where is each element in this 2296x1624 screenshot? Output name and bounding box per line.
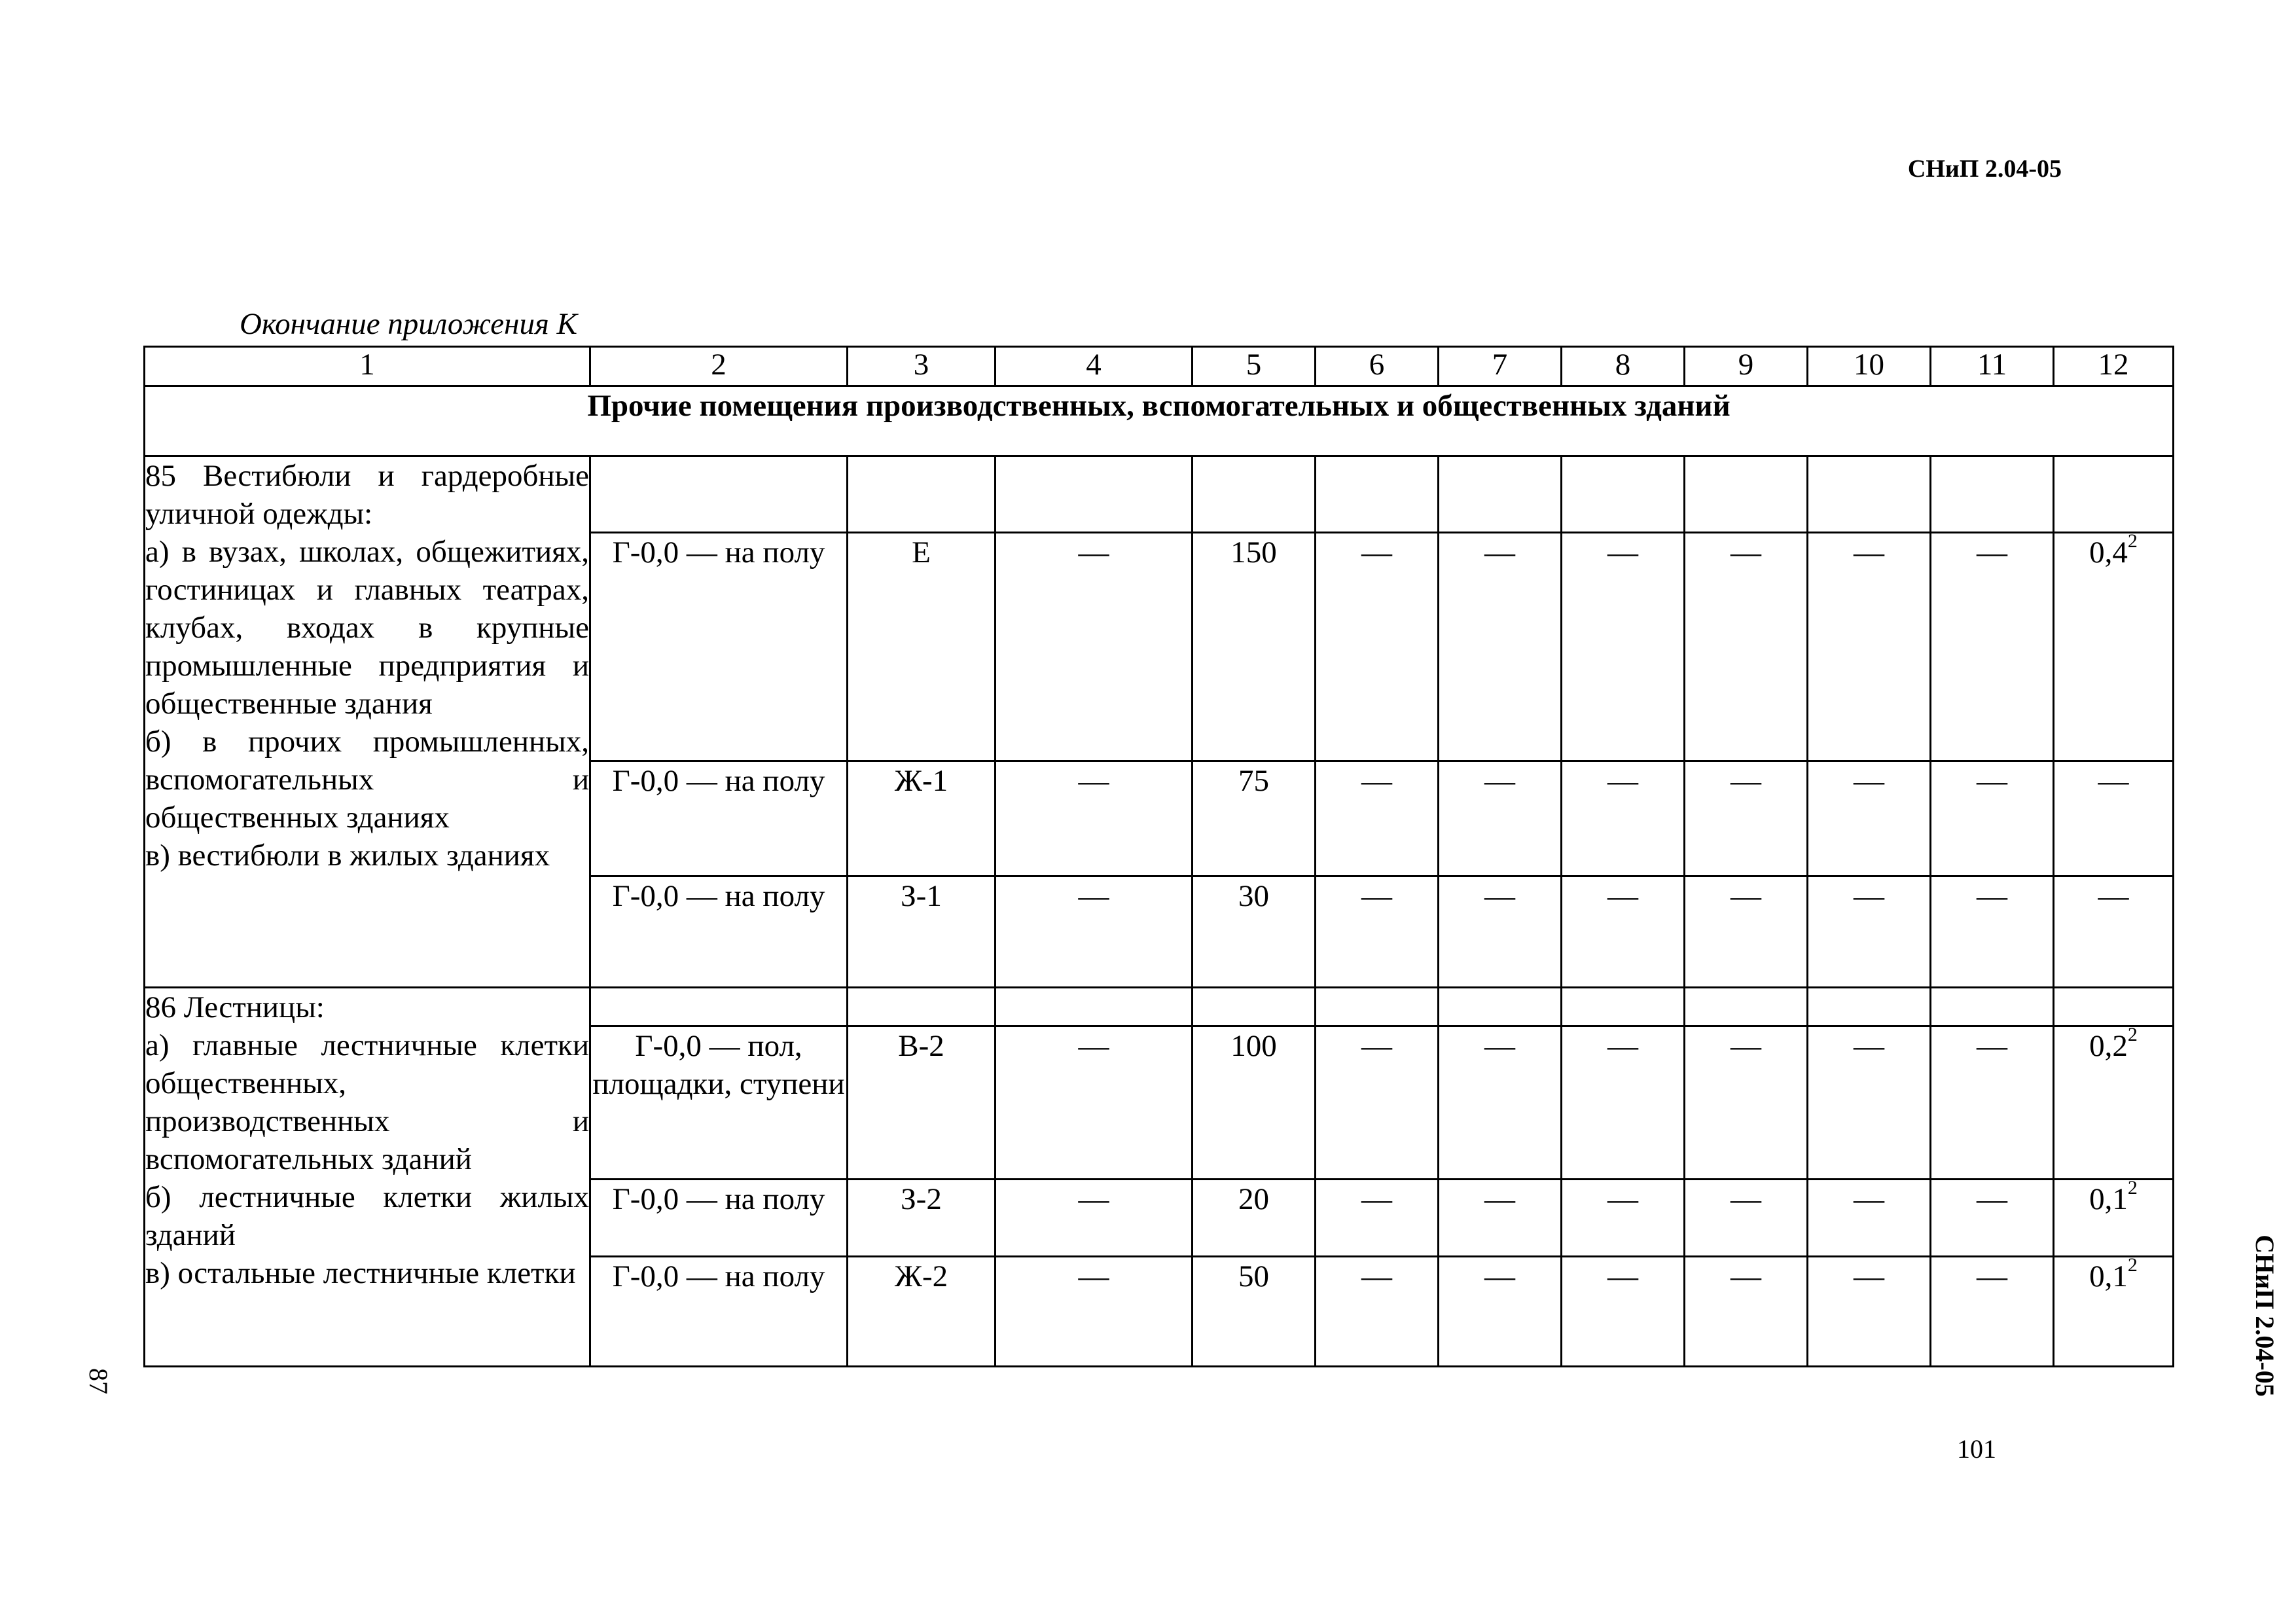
cell-col3: В-2 — [848, 1026, 996, 1180]
cell-col12 — [2054, 1254, 2174, 1367]
item-85-label — [145, 456, 590, 988]
cell-col9: — — [1685, 1180, 1808, 1257]
column-number: 3 — [848, 347, 996, 386]
cell-col12-value: 0,4 — [2089, 535, 2128, 569]
cell-col9: — — [1685, 876, 1808, 988]
item-85-b: б) в прочих промышленных, вспомогательных и общественных зданиях — [145, 725, 589, 835]
section-title: Прочие помещения производственных, вспомогательных и общественных зданий — [145, 386, 2174, 456]
cell-col12-value: 0,1 — [2089, 1182, 2128, 1216]
cell-col12-value: 0,2 — [2089, 1029, 2128, 1063]
item-85-c: в) вестибюли в жилых зданиях — [145, 839, 550, 873]
cell-col9: — — [1685, 761, 1808, 876]
cell-col11: — — [1931, 533, 2054, 761]
item-85-a: а) в вузах, школах, общежитиях, гостиницах и главных театрах, клубах, входах в крупные промышленные предприятия и общественные здания — [145, 535, 589, 721]
column-number: 8 — [1562, 347, 1685, 386]
cell-col7: — — [1439, 1180, 1562, 1257]
cell-col12-value: — — [2098, 764, 2129, 798]
item-86-c: в) остальные лестничные клетки — [145, 1256, 576, 1290]
cell-col10: — — [1808, 1257, 1931, 1367]
table-row — [145, 456, 2174, 533]
table-caption: Окончание приложения К — [240, 307, 577, 341]
cell-col3: Ж-1 — [848, 761, 996, 876]
cell-col11: — — [1931, 1257, 2054, 1367]
page-number: 101 — [1957, 1434, 1996, 1464]
item-86-label — [145, 988, 590, 1367]
cell-col7: — — [1439, 1026, 1562, 1180]
cell-col8: — — [1562, 1180, 1685, 1257]
cell-col8: — — [1562, 1257, 1685, 1367]
cell-col4: — — [996, 1026, 1193, 1180]
cell-col12-value: 0,1 — [2089, 1259, 2128, 1293]
column-number: 10 — [1808, 347, 1931, 386]
cell-col11: — — [1931, 761, 2054, 876]
column-number: 1 — [145, 347, 590, 386]
cell-col5: 20 — [1193, 1180, 1316, 1257]
cell-col4: — — [996, 876, 1193, 988]
cell-col12 — [2054, 530, 2174, 761]
column-number: 5 — [1193, 347, 1316, 386]
column-number: 12 — [2054, 347, 2174, 386]
footnote-mark: 2 — [2127, 1024, 2138, 1046]
footnote-mark: 2 — [2127, 530, 2138, 552]
cell-col8: — — [1562, 761, 1685, 876]
cell-col12 — [2054, 876, 2174, 988]
cell-col6: — — [1316, 1257, 1439, 1367]
rotated-document-code: СНиП 2.04-05 — [2250, 1235, 2280, 1397]
cell-col2: Г-0,0 — пол, площадки, ступени — [590, 1026, 848, 1180]
item-86-a: а) главные лестничные клетки общественных, производственных и вспомогательных зданий — [145, 1028, 589, 1176]
cell-col6: — — [1316, 876, 1439, 988]
cell-col12-value: — — [2098, 879, 2129, 913]
footnote-mark: 2 — [2127, 1177, 2138, 1199]
cell-col3: З-2 — [848, 1180, 996, 1257]
cell-col3: Е — [848, 533, 996, 761]
cell-col11: — — [1931, 1026, 2054, 1180]
cell-col10: — — [1808, 1180, 1931, 1257]
cell-col7: — — [1439, 876, 1562, 988]
cell-col3: З-1 — [848, 876, 996, 988]
document-code-header: СНиП 2.04-05 — [1907, 155, 2062, 183]
column-number: 7 — [1439, 347, 1562, 386]
cell-col5: 100 — [1193, 1026, 1316, 1180]
cell-col8: — — [1562, 533, 1685, 761]
cell-col7: — — [1439, 533, 1562, 761]
column-number-row — [145, 347, 2174, 386]
cell-col4: — — [996, 1180, 1193, 1257]
rotated-page-number: 87 — [84, 1368, 113, 1394]
cell-col9: — — [1685, 1257, 1808, 1367]
cell-col12 — [2054, 761, 2174, 876]
cell-col5: 30 — [1193, 876, 1316, 988]
cell-col4: — — [996, 533, 1193, 761]
table-row — [145, 988, 2174, 1026]
item-85-title: 85 Вестибюли и гардеробные уличной одежды: — [145, 459, 589, 531]
cell-col2: Г-0,0 — на полу — [590, 1257, 848, 1367]
cell-col8: — — [1562, 1026, 1685, 1180]
cell-col12 — [2054, 1026, 2174, 1180]
cell-col4: — — [996, 761, 1193, 876]
cell-col6: — — [1316, 533, 1439, 761]
column-number: 4 — [996, 347, 1193, 386]
cell-col10: — — [1808, 533, 1931, 761]
footnote-mark: 2 — [2127, 1254, 2138, 1276]
cell-col7: — — [1439, 761, 1562, 876]
cell-col7: — — [1439, 1257, 1562, 1367]
cell-col8: — — [1562, 876, 1685, 988]
item-86-b: б) лестничные клетки жилых зданий — [145, 1180, 589, 1252]
column-number: 9 — [1685, 347, 1808, 386]
cell-col6: — — [1316, 1026, 1439, 1180]
column-number: 6 — [1316, 347, 1439, 386]
cell-col5: 150 — [1193, 533, 1316, 761]
cell-col9: — — [1685, 1026, 1808, 1180]
cell-col6: — — [1316, 761, 1439, 876]
cell-col12 — [2054, 1177, 2174, 1257]
cell-col2: Г-0,0 — на полу — [590, 761, 848, 876]
cell-col5: 50 — [1193, 1257, 1316, 1367]
appendix-table — [143, 346, 2174, 1367]
cell-col10: — — [1808, 876, 1931, 988]
column-number: 2 — [590, 347, 848, 386]
cell-col9: — — [1685, 533, 1808, 761]
cell-col11: — — [1931, 876, 2054, 988]
cell-col4: — — [996, 1257, 1193, 1367]
cell-col6: — — [1316, 1180, 1439, 1257]
cell-col2: Г-0,0 — на полу — [590, 533, 848, 761]
cell-col2: Г-0,0 — на полу — [590, 1180, 848, 1257]
cell-col2: Г-0,0 — на полу — [590, 876, 848, 988]
item-86-title: 86 Лестницы: — [145, 990, 325, 1024]
cell-col3: Ж-2 — [848, 1257, 996, 1367]
cell-col10: — — [1808, 761, 1931, 876]
cell-col11: — — [1931, 1180, 2054, 1257]
cell-col10: — — [1808, 1026, 1931, 1180]
column-number: 11 — [1931, 347, 2054, 386]
cell-col5: 75 — [1193, 761, 1316, 876]
